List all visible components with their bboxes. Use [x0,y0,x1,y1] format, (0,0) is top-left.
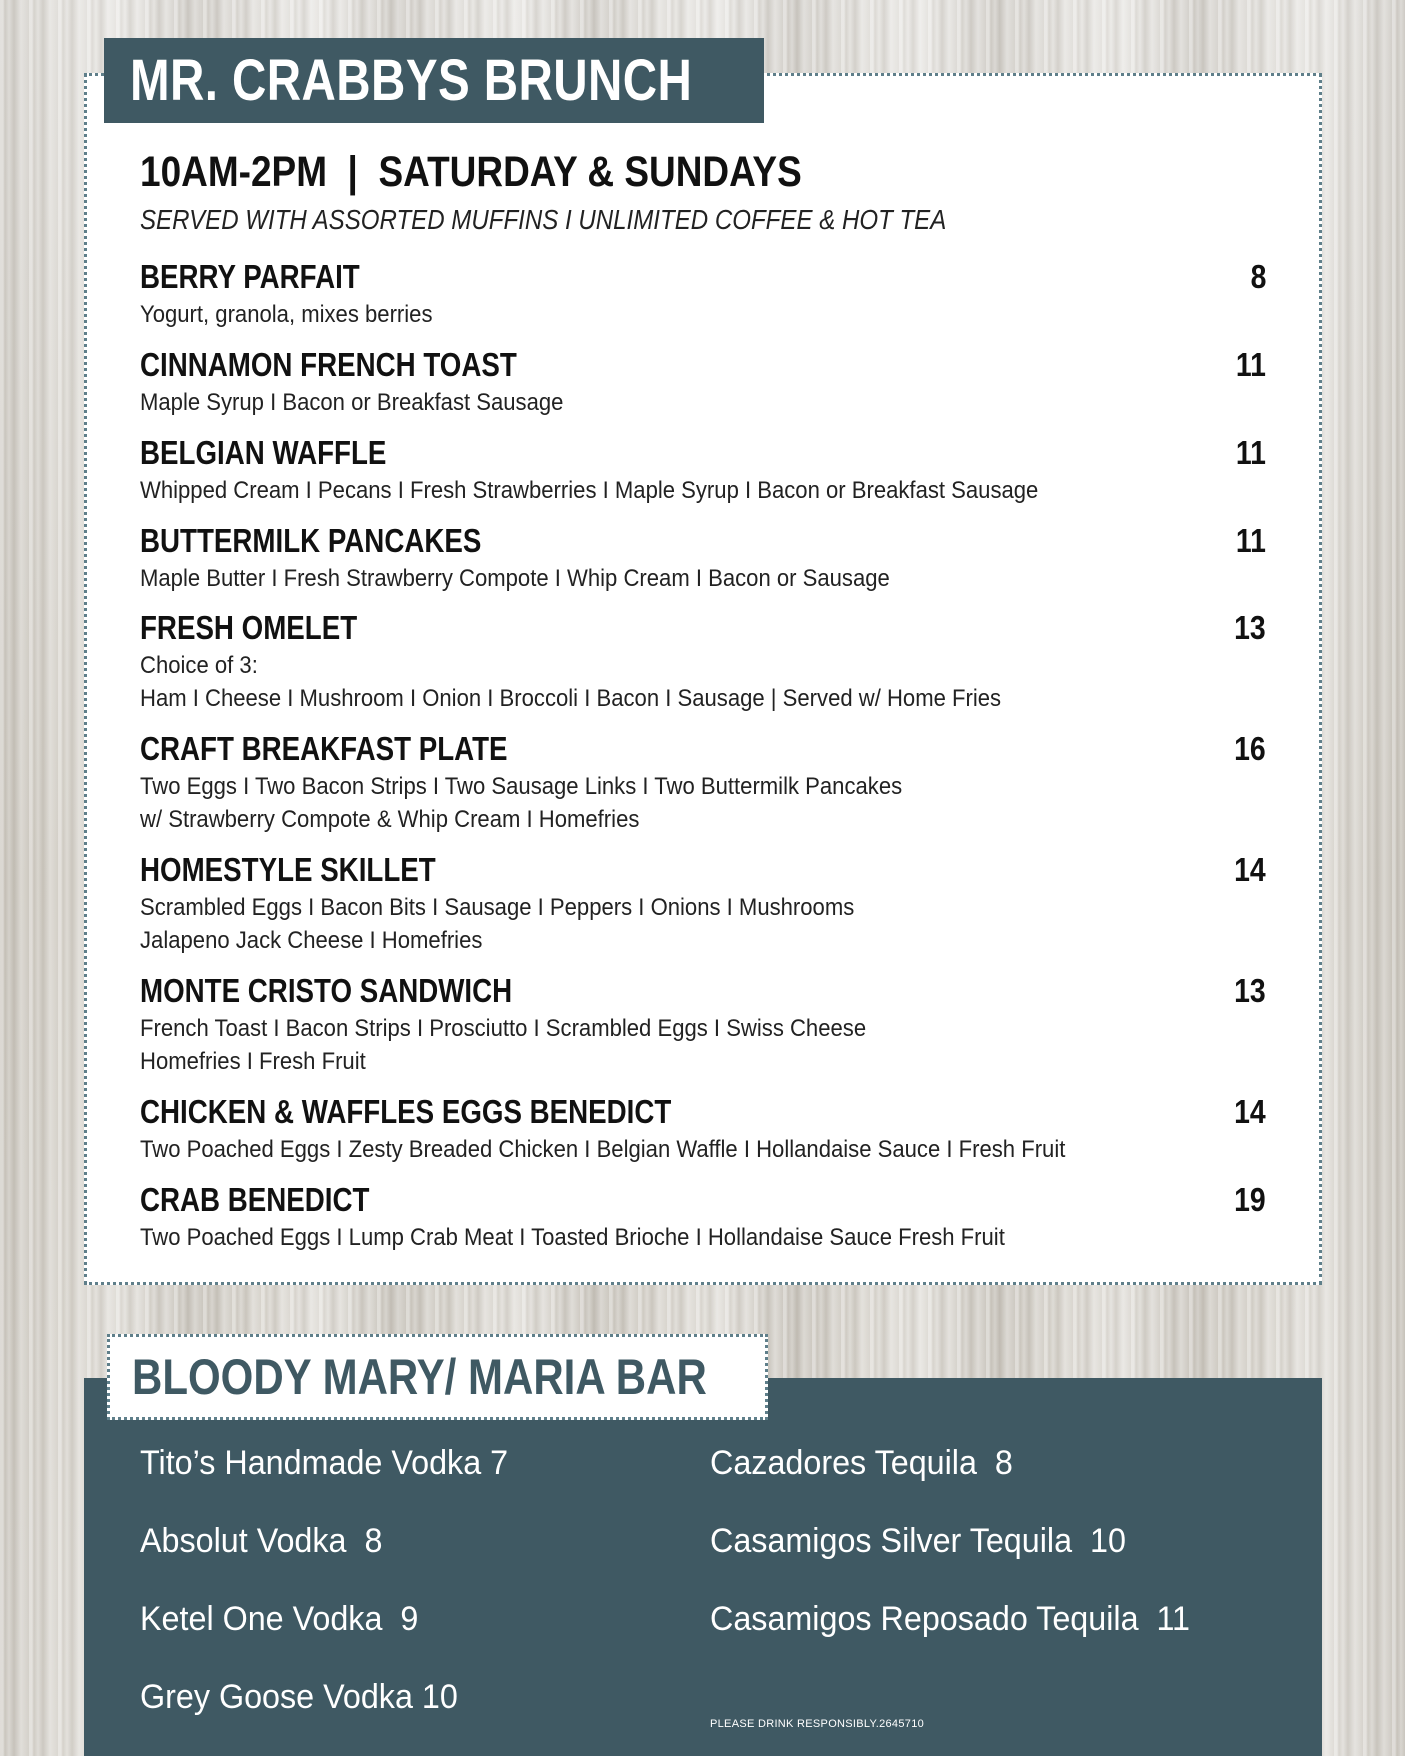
item-name: CRAB BENEDICT [140,1181,370,1218]
item-description: Maple Syrup I Bacon or Breakfast Sausage [140,389,564,416]
menu-item-craft-breakfast-plate [140,730,1266,836]
item-description: Two Eggs I Two Bacon Strips I Two Sausage Links I Two Buttermilk Pancakes [140,773,903,800]
item-name: FRESH OMELET [140,609,358,646]
item-price: 8 [1250,258,1266,295]
menu-item-chicken-waffles-eggs-benedict [140,1093,1266,1166]
item-description: Two Poached Eggs I Zesty Breaded Chicken I Belgian Waffle I Hollandaise Sauce I Fresh Fruit [140,1136,1066,1163]
brunch-title-banner [104,38,764,123]
item-price: 16 [1234,730,1266,767]
item-name: MONTE CRISTO SANDWICH [140,972,513,1009]
menu-item-fresh-omelet [140,609,1266,715]
bar-title: BLOODY MARY/ MARIA BAR [132,1349,707,1405]
item-description: Whipped Cream I Pecans I Fresh Strawberries I Maple Syrup I Bacon or Breakfast Sausage [140,477,1039,504]
item-price: 19 [1234,1181,1266,1218]
item-description: Jalapeno Jack Cheese I Homefries [140,927,483,954]
item-description: Ham I Cheese I Mushroom I Onion I Broccoli I Bacon I Sausage | Served w/ Home Fries [140,685,1002,712]
drink-absolut-vodka: Absolut Vodka 8 [140,1522,383,1560]
menu-item-berry-parfait [140,258,1266,331]
drink-grey-goose-vodka: Grey Goose Vodka 10 [140,1678,458,1716]
item-name: CRAFT BREAKFAST PLATE [140,730,508,767]
item-description: Two Poached Eggs I Lump Crab Meat I Toasted Brioche I Hollandaise Sauce Fresh Fruit [140,1224,1005,1251]
brunch-hours: 10AM-2PM | SATURDAY & SUNDAYS [140,148,802,196]
item-price: 13 [1234,972,1266,1009]
item-name: CINNAMON FRENCH TOAST [140,346,517,383]
menu-item-monte-cristo-sandwich [140,972,1266,1078]
menu-item-belgian-waffle [140,434,1266,507]
item-price: 14 [1234,851,1266,888]
item-price: 11 [1235,434,1266,471]
item-description: Homefries I Fresh Fruit [140,1048,366,1075]
item-description: w/ Strawberry Compote & Whip Cream I Homefries [140,806,640,833]
item-price: 14 [1234,1093,1266,1130]
menu-item-cinnamon-french-toast [140,346,1266,419]
item-name: BELGIAN WAFFLE [140,434,387,471]
drink-cazadores-tequila: Cazadores Tequila 8 [710,1444,1013,1482]
menu-item-buttermilk-pancakes [140,522,1266,595]
drink-responsibly-disclaimer: PLEASE DRINK RESPONSIBLY.2645710 [710,1718,925,1730]
drink-casamigos-silver-tequila: Casamigos Silver Tequila 10 [710,1522,1126,1560]
brunch-title: MR. CRABBYS BRUNCH [130,48,693,113]
item-description: Choice of 3: [140,652,258,679]
drink-titos-vodka: Tito’s Handmade Vodka 7 [140,1444,509,1482]
drink-casamigos-reposado-tequila: Casamigos Reposado Tequila 11 [710,1600,1191,1638]
item-description: French Toast I Bacon Strips I Prosciutto I Scrambled Eggs I Swiss Cheese [140,1015,867,1042]
item-name: BUTTERMILK PANCAKES [140,522,482,559]
item-description: Scrambled Eggs I Bacon Bits I Sausage I Peppers I Onions I Mushrooms [140,894,855,921]
item-price: 13 [1234,609,1266,646]
item-price: 11 [1235,522,1266,559]
item-name: BERRY PARFAIT [140,258,360,295]
item-name: HOMESTYLE SKILLET [140,851,436,888]
item-description: Maple Butter I Fresh Strawberry Compote I Whip Cream I Bacon or Sausage [140,565,890,592]
bar-title-banner [107,1334,768,1420]
item-description: Yogurt, granola, mixes berries [140,301,433,328]
menu-item-homestyle-skillet [140,851,1266,957]
menu-item-crab-benedict [140,1181,1266,1254]
brunch-served-with: SERVED WITH ASSORTED MUFFINS I UNLIMITED COFFEE & HOT TEA [140,204,947,235]
item-price: 11 [1235,346,1266,383]
item-name: CHICKEN & WAFFLES EGGS BENEDICT [140,1093,672,1130]
drink-ketel-one-vodka: Ketel One Vodka 9 [140,1600,419,1638]
